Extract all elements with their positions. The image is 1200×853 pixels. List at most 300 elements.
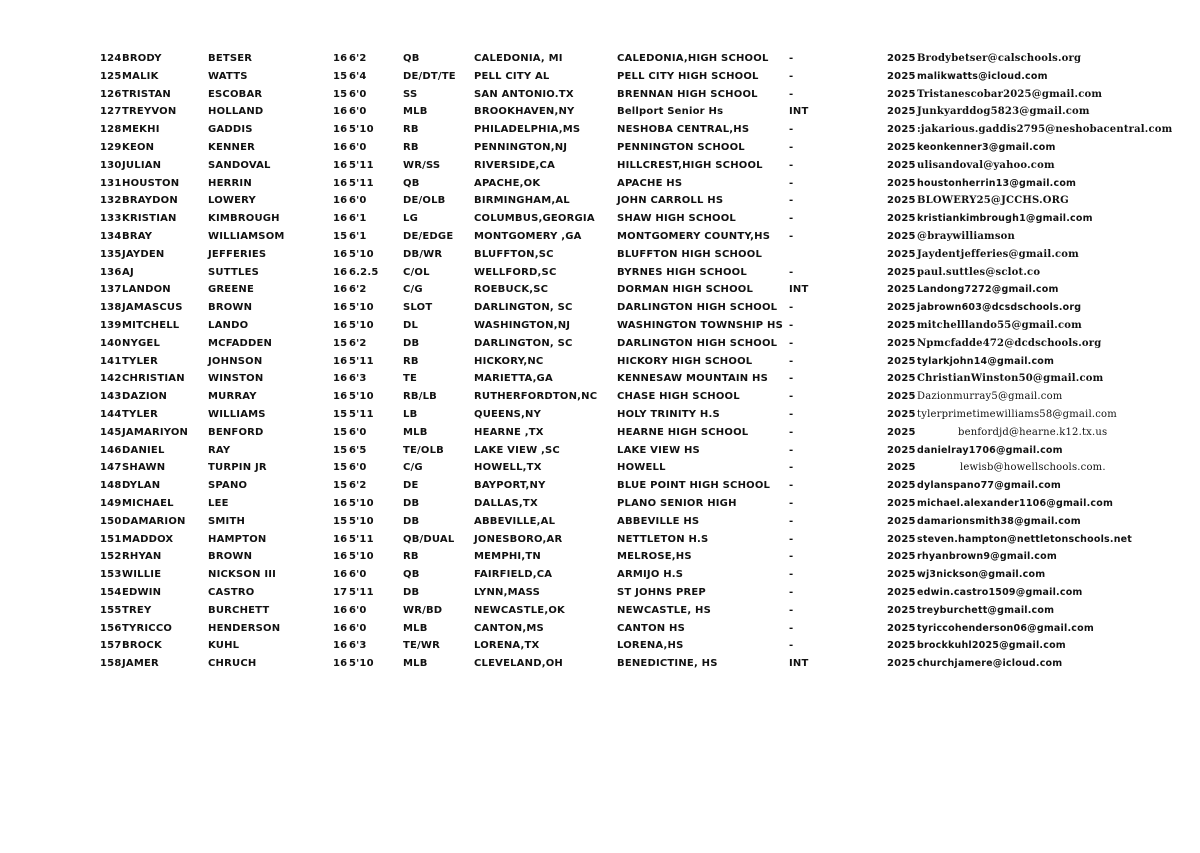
cell-pos: DB [403,498,420,509]
cell-pos: TE [403,373,418,385]
cell-year: 2025 [887,622,916,634]
cell-city: CALEDONIA, MI [474,53,563,64]
cell-city: WELLFORD,SC [474,266,557,278]
cell-height: 6'0 [349,426,367,438]
cell-first: DANIEL [122,444,165,456]
cell-height: 6'0 [349,569,367,581]
cell-first: CHRISTIAN [122,373,185,385]
cell-first: JAYDEN [122,248,165,260]
cell-school: MONTGOMERY COUNTY,HS [617,231,771,242]
cell-num: 126 [100,88,122,100]
cell-first: BRODY [122,53,162,64]
cell-age: 16 [333,640,348,652]
cell-first: RHYAN [122,551,162,563]
table-row [0,50,1200,68]
cell-last: ESCOBAR [208,88,263,100]
cell-city: PHILADELPHIA,MS [474,124,581,136]
cell-first: WILLIE [122,569,162,581]
cell-year: 2025 [887,533,916,545]
cell-school: HOLY TRINITY H.S [617,409,720,420]
table-row [0,192,1200,210]
cell-num: 146 [100,444,122,456]
cell-year: 2025 [887,195,916,207]
cell-first: TRISTAN [122,88,171,100]
cell-age: 15 [333,409,348,420]
cell-school: DARLINGTON HIGH SCHOOL [617,302,778,314]
cell-city: RUTHERFORDTON,NC [474,391,598,403]
cell-last: MURRAY [208,391,257,403]
cell-height: 6'3 [349,373,367,385]
cell-school: HOWELL [617,462,666,474]
cell-pos: LG [403,213,418,225]
cell-height: 6.2.5 [349,266,379,278]
cell-city: DARLINGTON, SC [474,337,573,349]
cell-age: 16 [333,551,348,563]
cell-last: WILLIAMSOM [208,231,285,242]
cell-pos: WR/BD [403,604,443,616]
cell-first: JAMASCUS [122,302,183,314]
cell-last: HOLLAND [208,106,264,118]
cell-email: brockkuhl2025@gmail.com [917,640,1066,652]
table-row [0,566,1200,584]
cell-age: 16 [333,355,348,367]
cell-num: 150 [100,515,122,527]
table-row [0,406,1200,424]
cell-height: 5'10 [349,124,374,136]
cell-email: ulisandoval@yahoo.com [917,159,1055,171]
cell-age: 16 [333,391,348,403]
cell-school: CANTON HS [617,622,685,634]
cell-age: 16 [333,284,348,296]
cell-last: KIMBROUGH [208,213,280,225]
cell-city: PELL CITY AL [474,70,550,82]
cell-email: michael.alexander1106@gmail.com [917,498,1114,509]
cell-first: MEKHI [122,124,160,136]
cell-city: BIRMINGHAM,AL [474,195,570,207]
cell-pos: RB/LB [403,391,437,403]
cell-pos: SLOT [403,302,433,314]
cell-year: 2025 [887,266,916,278]
cell-last: SPANO [208,480,248,492]
table-row [0,459,1200,477]
cell-age: 16 [333,622,348,634]
cell-year: 2025 [887,124,916,136]
cell-flag: - [789,604,794,616]
cell-flag: - [789,53,794,64]
table-row [0,86,1200,104]
cell-city: BAYPORT,NY [474,480,546,492]
cell-email: rhyanbrown9@gmail.com [917,551,1057,563]
cell-flag: - [789,409,794,420]
cell-flag: - [789,373,794,385]
table-row [0,388,1200,406]
cell-year: 2025 [887,444,916,456]
cell-first: BROCK [122,640,162,652]
cell-flag: - [789,444,794,456]
table-row [0,353,1200,371]
cell-flag: - [789,462,794,474]
cell-num: 153 [100,569,122,581]
cell-email: jabrown603@dcsdschools.org [917,302,1082,314]
cell-flag: - [789,337,794,349]
cell-first: TYLER [122,355,158,367]
cell-school: NESHOBA CENTRAL,HS [617,124,750,136]
cell-city: SAN ANTONIO.TX [474,88,574,100]
cell-year: 2025 [887,284,916,296]
cell-city: DALLAS,TX [474,498,538,509]
cell-last: HAMPTON [208,533,267,545]
cell-num: 143 [100,391,122,403]
cell-email: tylarkjohn14@gmail.com [917,355,1055,367]
cell-city: JONESBORO,AR [474,533,563,545]
cell-height: 5'10 [349,551,374,563]
cell-year: 2025 [887,480,916,492]
table-row [0,210,1200,228]
cell-year: 2025 [887,177,916,189]
cell-flag: - [789,266,794,278]
cell-flag: - [789,640,794,652]
cell-year: 2025 [887,658,916,670]
cell-school: PENNINGTON SCHOOL [617,142,745,153]
cell-first: AJ [122,266,134,278]
cell-first: LANDON [122,284,171,296]
cell-pos: QB [403,53,420,64]
cell-school: HEARNE HIGH SCHOOL [617,426,749,438]
cell-year: 2025 [887,604,916,616]
cell-email: Tristanescobar2025@gmail.com [917,88,1103,100]
cell-school: ARMIJO H.S [617,569,684,581]
cell-age: 15 [333,88,348,100]
cell-num: 140 [100,337,122,349]
cell-num: 156 [100,622,122,634]
cell-city: BLUFFTON,SC [474,248,554,260]
cell-pos: WR/SS [403,159,441,171]
cell-num: 135 [100,248,122,260]
cell-age: 16 [333,266,348,278]
cell-last: KUHL [208,640,240,652]
cell-pos: DE/DT/TE [403,70,456,82]
cell-last: WILLIAMS [208,409,266,420]
cell-num: 144 [100,409,122,420]
cell-first: BRAY [122,231,153,242]
cell-num: 148 [100,480,122,492]
cell-num: 133 [100,213,122,225]
cell-pos: QB [403,569,420,581]
cell-flag: - [789,231,794,242]
cell-school: NETTLETON H.S [617,533,709,545]
cell-age: 16 [333,533,348,545]
cell-height: 5'10 [349,248,374,260]
cell-first: TREYVON [122,106,177,118]
cell-flag: - [789,533,794,545]
cell-email: paul.suttles@sclot.co [917,266,1041,278]
cell-school: MELROSE,HS [617,551,692,563]
cell-school: Bellport Senior Hs [617,106,724,118]
cell-school: APACHE HS [617,177,683,189]
cell-first: KEON [122,142,155,153]
cell-email: edwin.castro1509@gmail.com [917,587,1083,598]
cell-height: 6'2 [349,53,367,64]
cell-first: MITCHELL [122,320,180,331]
cell-email: tyriccohenderson06@gmail.com [917,622,1094,634]
cell-school: CALEDONIA,HIGH SCHOOL [617,53,769,64]
cell-age: 16 [333,106,348,118]
cell-year: 2025 [887,213,916,225]
cell-pos: DB [403,337,420,349]
cell-flag: - [789,515,794,527]
cell-age: 16 [333,53,348,64]
cell-pos: RB [403,142,419,153]
cell-pos: DL [403,320,419,331]
cell-last: WATTS [208,70,248,82]
table-row [0,548,1200,566]
cell-city: MARIETTA,GA [474,373,553,385]
cell-school: BRENNAN HIGH SCHOOL [617,88,758,100]
cell-city: QUEENS,NY [474,409,542,420]
cell-height: 6'0 [349,106,367,118]
table-row [0,335,1200,353]
cell-last: SUTTLES [208,266,259,278]
cell-pos: TE/OLB [403,444,444,456]
cell-email: @braywilliamson [917,231,1015,242]
cell-city: COLUMBUS,GEORGIA [474,213,595,225]
table-row [0,477,1200,495]
cell-age: 16 [333,320,348,331]
cell-city: ROEBUCK,SC [474,284,549,296]
cell-first: JULIAN [122,159,162,171]
cell-last: GREENE [208,284,254,296]
cell-num: 141 [100,355,122,367]
cell-pos: MLB [403,106,428,118]
cell-school: PELL CITY HIGH SCHOOL [617,70,759,82]
table-row [0,620,1200,638]
cell-num: 138 [100,302,122,314]
cell-city: LORENA,TX [474,640,540,652]
cell-school: KENNESAW MOUNTAIN HS [617,373,769,385]
cell-school: ST JOHNS PREP [617,587,706,598]
cell-num: 131 [100,177,122,189]
table-row [0,513,1200,531]
cell-email: keonkenner3@gmail.com [917,142,1056,153]
cell-flag: - [789,302,794,314]
cell-email: houstonherrin13@gmail.com [917,177,1077,189]
cell-age: 15 [333,480,348,492]
cell-flag: INT [789,106,809,118]
cell-pos: C/OL [403,266,430,278]
cell-city: PENNINGTON,NJ [474,142,568,153]
cell-last: SANDOVAL [208,159,271,171]
cell-year: 2025 [887,88,916,100]
table-row [0,121,1200,139]
cell-first: DYLAN [122,480,161,492]
cell-year: 2025 [887,426,916,438]
cell-year: 2025 [887,515,916,527]
cell-email: BLOWERY25@JCCHS.ORG [917,195,1069,207]
cell-num: 139 [100,320,122,331]
cell-flag: - [789,195,794,207]
cell-year: 2025 [887,337,916,349]
cell-city: HOWELL,TX [474,462,542,474]
cell-last: LANDO [208,320,249,331]
cell-pos: C/G [403,284,423,296]
cell-num: 125 [100,70,122,82]
cell-age: 16 [333,604,348,616]
cell-last: BROWN [208,302,253,314]
cell-pos: MLB [403,426,428,438]
cell-age: 15 [333,515,348,527]
cell-num: 136 [100,266,122,278]
cell-last: BENFORD [208,426,264,438]
table-row [0,68,1200,86]
cell-height: 5'11 [349,533,374,545]
cell-school: NEWCASTLE, HS [617,604,711,616]
cell-flag: - [789,70,794,82]
cell-first: TYRICCO [122,622,173,634]
cell-first: SHAWN [122,462,166,474]
cell-height: 5'10 [349,515,374,527]
cell-last: NICKSON III [208,569,277,581]
cell-age: 16 [333,177,348,189]
cell-year: 2025 [887,409,916,420]
cell-height: 5'11 [349,587,374,598]
cell-age: 16 [333,124,348,136]
cell-email: Npmcfadde472@dcdschools.org [917,337,1102,349]
table-row [0,370,1200,388]
cell-pos: SS [403,88,418,100]
cell-school: HICKORY HIGH SCHOOL [617,355,753,367]
table-row [0,281,1200,299]
cell-school: LORENA,HS [617,640,684,652]
cell-pos: DB [403,515,420,527]
cell-flag: - [789,355,794,367]
cell-last: MCFADDEN [208,337,273,349]
cell-year: 2025 [887,373,916,385]
cell-pos: DB/WR [403,248,443,260]
cell-height: 6'2 [349,337,367,349]
cell-flag: - [789,551,794,563]
cell-flag: - [789,124,794,136]
cell-num: 134 [100,231,122,242]
cell-height: 6'1 [349,231,367,242]
cell-school: DORMAN HIGH SCHOOL [617,284,754,296]
cell-first: MICHAEL [122,498,174,509]
cell-school: SHAW HIGH SCHOOL [617,213,737,225]
cell-last: RAY [208,444,231,456]
cell-school: JOHN CARROLL HS [617,195,724,207]
cell-first: NYGEL [122,337,161,349]
cell-email: Landong7272@gmail.com [917,284,1059,296]
cell-year: 2025 [887,106,916,118]
cell-height: 6'5 [349,444,367,456]
cell-height: 5'10 [349,498,374,509]
cell-age: 15 [333,337,348,349]
cell-email: Junkyarddog5823@gmail.com [917,106,1090,118]
cell-height: 6'1 [349,213,367,225]
cell-email: churchjamere@icloud.com [917,658,1063,670]
cell-num: 158 [100,658,122,670]
cell-first: KRISTIAN [122,213,177,225]
cell-last: KENNER [208,142,256,153]
cell-height: 6'3 [349,640,367,652]
cell-email: malikwatts@icloud.com [917,70,1048,82]
cell-flag: - [789,587,794,598]
cell-age: 16 [333,658,348,670]
cell-school: BLUE POINT HIGH SCHOOL [617,480,771,492]
cell-first: JAMER [122,658,159,670]
cell-year: 2025 [887,70,916,82]
cell-height: 6'0 [349,622,367,634]
cell-email: danielray1706@gmail.com [917,444,1063,456]
cell-school: LAKE VIEW HS [617,444,700,456]
cell-age: 16 [333,498,348,509]
cell-height: 5'11 [349,177,374,189]
cell-num: 128 [100,124,122,136]
cell-school: ABBEVILLE HS [617,515,700,527]
cell-email: steven.hampton@nettletonschools.net [917,533,1133,545]
cell-last: BETSER [208,53,253,64]
cell-city: FAIRFIELD,CA [474,569,553,581]
cell-pos: DE [403,480,419,492]
cell-num: 145 [100,426,122,438]
cell-city: ABBEVILLE,AL [474,515,556,527]
cell-email: ChristianWinston50@gmail.com [917,373,1104,385]
cell-school: BLUFFTON HIGH SCHOOL [617,248,763,260]
cell-city: CANTON,MS [474,622,544,634]
cell-city: NEWCASTLE,OK [474,604,565,616]
cell-num: 142 [100,373,122,385]
cell-height: 5'11 [349,355,374,367]
cell-height: 6'0 [349,462,367,474]
cell-num: 124 [100,53,122,64]
cell-pos: MLB [403,658,428,670]
table-row [0,442,1200,460]
cell-last: LOWERY [208,195,256,207]
table-row [0,655,1200,673]
cell-email: :jakarious.gaddis2795@neshobacentral.com [917,124,1173,136]
cell-flag: - [789,142,794,153]
cell-first: HOUSTON [122,177,180,189]
cell-age: 15 [333,70,348,82]
cell-email: Brodybetser@calschools.org [917,53,1082,64]
cell-year: 2025 [887,551,916,563]
cell-school: CHASE HIGH SCHOOL [617,391,740,403]
cell-height: 6'0 [349,604,367,616]
cell-first: TREY [122,604,152,616]
cell-flag: - [789,159,794,171]
cell-email: mitchelllando55@gmail.com [917,320,1082,331]
cell-email: Dazionmurray5@gmail.com [917,391,1063,403]
table-row [0,228,1200,246]
cell-pos: LB [403,409,418,420]
cell-school: WASHINGTON TOWNSHIP HS [617,320,783,331]
cell-num: 130 [100,159,122,171]
cell-age: 16 [333,569,348,581]
cell-pos: RB [403,124,419,136]
cell-age: 16 [333,195,348,207]
cell-age: 15 [333,462,348,474]
cell-school: PLANO SENIOR HIGH [617,498,737,509]
cell-age: 16 [333,248,348,260]
cell-pos: RB [403,551,419,563]
cell-last: JEFFERIES [208,248,267,260]
cell-first: MADDOX [122,533,174,545]
cell-first: EDWIN [122,587,162,598]
cell-flag: - [789,622,794,634]
cell-email: dylanspano77@gmail.com [917,480,1061,492]
cell-age: 16 [333,373,348,385]
cell-num: 132 [100,195,122,207]
table-row [0,637,1200,655]
